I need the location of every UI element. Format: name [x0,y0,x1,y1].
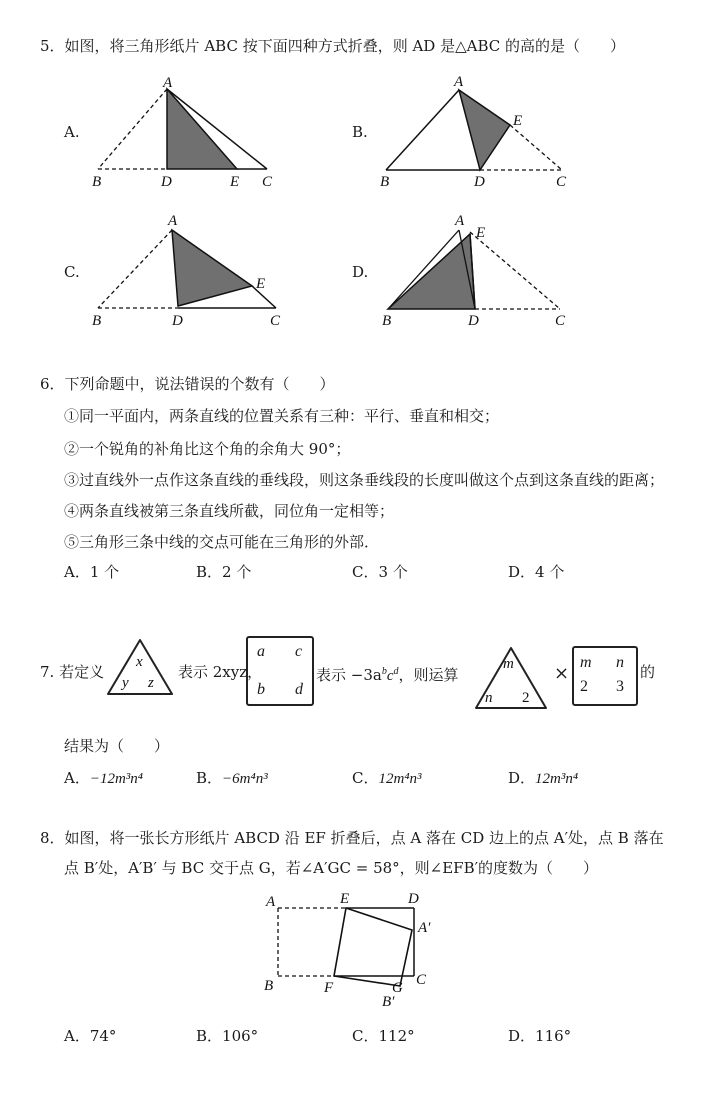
q5a-label-C: C [262,174,273,190]
q8-label-B: B [264,978,274,994]
q5c-label-C: C [270,313,281,329]
q5-option-c-label: C. [64,263,80,281]
q7-option-c-value: 12m⁴n³ [378,771,422,787]
q7-sq-b: b [257,681,265,698]
q8-label-A: A [266,894,276,910]
q7-square-abcd [246,636,314,706]
q7-sq-d: d [295,681,303,698]
q6-statement-3: ③过直线外一点作这条直线的垂线段，则这条垂线段的长度叫做这个点到这条直线的距离； [64,471,665,489]
q7-times-sign: × [554,663,570,684]
q5b-label-D: D [474,174,485,190]
q5c-label-D: D [172,313,183,329]
q8-label-E: E [340,891,350,907]
q5-figure-d [372,212,582,332]
q7-def1-text: 表示 2xyz， [178,663,263,681]
q7-option-c-label: C． [352,769,379,787]
q7-result: 结果为（ ） [64,737,170,755]
q6-statement-5: ⑤三角形三条中线的交点可能在三角形的外部． [64,533,380,551]
q8-option-d: D．116° [508,1027,572,1045]
q5d-label-C: C [555,313,566,329]
q5b-label-E: E [513,113,523,129]
q7-option-c [352,768,422,789]
q5c-label-A: A [168,213,178,229]
q5d-label-E: E [476,225,486,241]
q5-option-b-label: B. [352,123,368,141]
q6-option-c: C．3 个 [352,563,408,581]
q7-prefix: 7. 若定义 [40,663,105,681]
q6-option-d: D．4 个 [508,563,565,581]
q8-label-G: G [392,980,403,996]
q8-label-D: D [408,891,419,907]
q7-tri-z: z [148,675,154,691]
q7-triangle-mn2 [472,644,550,712]
q7-sq-c: c [295,643,303,660]
q5-option-a-label: A. [64,123,80,141]
q7-sq2-m: m [580,654,592,671]
q5b-label-B: B [380,174,390,190]
q8-label-C: C [416,972,427,988]
q7-def2-c: c [386,668,394,684]
q8-option-b: B．106° [196,1027,259,1045]
q5a-label-E: E [230,174,240,190]
q7-tri2-n: n [485,690,493,706]
q7-sq2-3: 3 [616,678,624,695]
q7-option-d [508,768,578,789]
q8-option-a: A．74° [64,1027,117,1045]
q5b-label-A: A [454,74,464,90]
q5d-label-A: A [455,213,465,229]
q8-figure [256,886,446,1016]
q5a-label-D: D [161,174,172,190]
q5-option-d-label: D. [352,263,369,281]
q5d-label-D: D [468,313,479,329]
q8-stem-line1: 8．如图，将一张长方形纸片 ABCD 沿 EF 折叠后，点 A 落在 CD 边上的点 A′处，点 B 落在 [40,829,664,847]
q6-statement-4: ④两条直线被第三条直线所截，同位角一定相等； [64,502,395,520]
q5-figure-b [372,72,582,192]
q7-option-a-value: −12m³n⁴ [89,771,144,787]
q5a-label-B: B [92,174,102,190]
q7-option-b-label: B． [196,769,223,787]
q5-figure-c [80,212,290,332]
q7-de: 的 [640,663,656,681]
q6-statement-1: ①同一平面内，两条直线的位置关系有三种：平行、垂直和相交； [64,407,500,425]
q7-option-b-value: −6m⁴n³ [222,771,268,787]
q7-tri-y: y [122,675,129,691]
q7-square-mn23 [572,646,638,706]
q7-tri2-m: m [503,656,514,672]
q5a-label-A: A [163,75,173,91]
q8-option-c: C．112° [352,1027,415,1045]
q8-stem-line2: 点 B′处，A′B′ 与 BC 交于点 G，若∠A′GC = 58°，则∠EFB′的度数为（ ） [64,859,599,877]
q5c-label-B: B [92,313,102,329]
q5-stem: 5．如图，将三角形纸片 ABC 按下面四种方式折叠，则 AD 是△ABC 的高的是（ ） [40,37,626,55]
q6-statement-2: ②一个锐角的补角比这个角的余角大 90°； [64,440,351,458]
q7-def2-suffix: ，则运算 [398,666,459,684]
q7-sq2-2: 2 [580,678,588,695]
q6-option-b: B．2 个 [196,563,252,581]
q7-def2-sup-b: b [381,666,387,677]
q5b-label-C: C [556,174,567,190]
q7-option-a-label: A． [64,769,90,787]
q7-tri-x: x [136,654,143,670]
q6-option-a: A．1 个 [64,563,120,581]
q7-option-d-value: 12m³n⁴ [535,771,579,787]
q5-figure-a [80,72,290,192]
q7-def2-main: 表示 −3a [316,666,382,684]
q5c-label-E: E [256,276,266,292]
q7-sq-a: a [257,643,265,660]
q8-label-A-prime: A′ [418,920,431,936]
q8-label-B-prime: B′ [382,994,395,1010]
q7-sq2-n: n [616,654,624,671]
q7-option-a [64,768,143,789]
q5d-label-B: B [382,313,392,329]
q7-tri2-2: 2 [522,690,530,706]
q8-label-F: F [324,980,334,996]
q7-def2-sup-d: d [393,666,399,677]
q7-option-d-label: D． [508,769,536,787]
q7-option-b [196,768,268,789]
q6-stem: 6．下列命题中，说法错误的个数有（ ） [40,375,335,393]
q7-def2-text [316,662,459,686]
q7-triangle-xyz [104,636,176,700]
